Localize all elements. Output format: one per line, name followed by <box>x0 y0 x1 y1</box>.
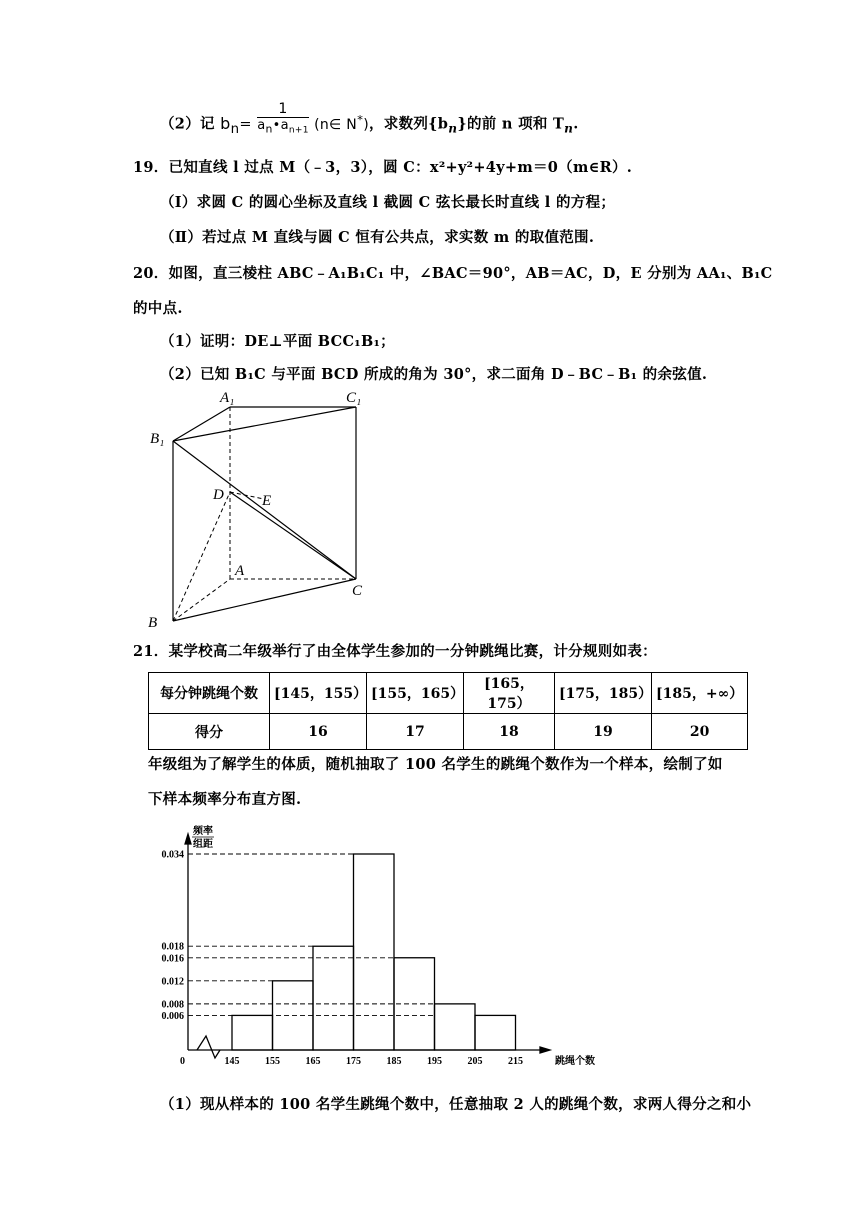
label-C: C <box>352 583 363 599</box>
table-cell: [145，155） <box>270 673 367 714</box>
q20-stem-line1: 20．如图，直三棱柱 ABC﹣A₁B₁C₁ 中，∠BAC＝90°，AB＝AC，D，E 分别为 AA₁、B₁C <box>133 265 773 282</box>
q18-part2 <box>160 101 579 142</box>
table-cell: 16 <box>270 714 367 750</box>
histogram-bar <box>354 854 395 1050</box>
label-E: E <box>262 493 272 509</box>
equals: = <box>239 116 252 133</box>
edge-BD-hidden <box>173 492 230 621</box>
table-cell: 每分钟跳绳个数 <box>149 673 270 714</box>
y-axis-arrow <box>185 834 191 844</box>
paren-close: ) <box>363 116 369 133</box>
label-B1: B₁ <box>150 431 165 447</box>
fraction-denominator <box>257 118 309 136</box>
ylabel-bottom: 组距 <box>193 839 213 850</box>
prism-figure <box>140 385 380 630</box>
den-a1-sub: n <box>265 122 273 136</box>
rest-sub: n <box>448 121 458 136</box>
y-tick-label: 0.018 <box>161 941 184 953</box>
x-tick-label: 145 <box>224 1056 240 1067</box>
x-tick-label: 185 <box>386 1056 402 1067</box>
label-C1: C₁ <box>346 390 362 406</box>
label-A: A <box>235 563 245 579</box>
q21-text-line2: 下样本频率分布直方图. <box>148 791 302 808</box>
y-tick-label: 0.006 <box>161 1010 184 1022</box>
frequency-histogram <box>140 820 610 1070</box>
edge-BC <box>173 579 356 621</box>
origin-label: 0 <box>180 1056 185 1067</box>
label-D: D <box>213 487 224 503</box>
x-tick-label: 195 <box>427 1056 442 1067</box>
edge-B1C <box>173 441 356 579</box>
x-tick-label: 175 <box>346 1056 361 1067</box>
label-B: B <box>148 615 158 630</box>
den-a1: a <box>257 118 266 134</box>
q19-part2: （Ⅱ）若过点 M 直线与圆 C 恒有公共点，求实数 m 的取值范围. <box>160 229 595 246</box>
table-cell: 17 <box>367 714 464 750</box>
q20-stem-line2: 的中点. <box>133 300 183 317</box>
den-a2-sub: n+1 <box>288 125 309 136</box>
y-tick-label: 0.034 <box>161 849 184 861</box>
table-cell: 20 <box>652 714 748 750</box>
q19-part1: （Ⅰ）求圆 C 的圆心坐标及直线 l 截圆 C 弦长最长时直线 l 的方程； <box>160 194 616 211</box>
den-a2: a <box>280 118 289 134</box>
label-A1: A₁ <box>220 390 235 406</box>
edge-DC <box>230 492 356 579</box>
bn-b: b <box>220 113 231 133</box>
q20-part2: （2）已知 B₁C 与平面 BCD 所成的角为 30°，求二面角 D﹣BC﹣B₁ 的余弦值. <box>160 366 708 383</box>
axis-break-icon <box>197 1036 220 1058</box>
histogram-bar <box>435 1004 476 1050</box>
fraction <box>257 101 309 136</box>
star: * <box>357 112 364 126</box>
bn-sub: n <box>230 121 240 137</box>
table-cell: 18 <box>464 714 555 750</box>
q21-stem: 21．某学校高二年级举行了由全体学生参加的一分钟跳绳比赛，计分规则如表： <box>133 643 657 660</box>
rest-text: ，求数列{b <box>368 115 449 133</box>
rest-sub-2: n <box>564 121 574 136</box>
table-row <box>149 673 748 714</box>
q21-part1: （1）现从样本的 100 名学生跳绳个数中，任意抽取 2 人的跳绳个数，求两人得分之和小 <box>160 1096 752 1113</box>
q20-part1: （1）证明：DE⊥平面 BCC₁B₁； <box>160 333 395 350</box>
table-cell: [185，+∞） <box>652 673 748 714</box>
x-tick-label: 205 <box>467 1056 483 1067</box>
table-cell: [155，165） <box>367 673 464 714</box>
n-domain <box>314 112 369 133</box>
rest-text-2: }的前 n 项和 T <box>457 115 565 133</box>
score-rule-table <box>148 672 748 750</box>
histogram-bar <box>475 1015 516 1050</box>
fraction-numerator: 1 <box>257 101 309 118</box>
q18-part2-prefix: （2）记 <box>160 115 215 133</box>
x-tick-label: 155 <box>265 1056 280 1067</box>
table-cell: [175，185） <box>555 673 652 714</box>
x-axis-arrow <box>540 1047 550 1053</box>
table-row <box>149 714 748 750</box>
table-cell: 得分 <box>149 714 270 750</box>
y-tick-label: 0.012 <box>161 976 184 988</box>
q21-text-line1: 年级组为了解学生的体质，随机抽取了 100 名学生的跳绳个数作为一个样本，绘制了如 <box>148 756 723 773</box>
den-dot: • <box>272 118 281 134</box>
x-tick-label: 165 <box>305 1056 321 1067</box>
rest-end: . <box>573 115 579 133</box>
y-tick-label: 0.016 <box>161 953 184 965</box>
x-tick-label: 215 <box>508 1056 523 1067</box>
table-cell: 19 <box>555 714 652 750</box>
paren-open: (n∈ N <box>314 116 358 133</box>
x-axis-label: 跳绳个数 <box>555 1056 595 1067</box>
histogram-bar <box>313 946 354 1050</box>
table-cell: [165，175） <box>464 673 555 714</box>
ylabel-top: 频率 <box>193 826 213 837</box>
bn-symbol <box>220 113 240 137</box>
histogram-bar <box>232 1015 273 1050</box>
y-tick-label: 0.008 <box>161 999 184 1011</box>
q19-stem: 19．已知直线 l 过点 M（﹣3，3），圆 C：x²+y²+4y+m＝0（m∈R）. <box>133 159 633 176</box>
